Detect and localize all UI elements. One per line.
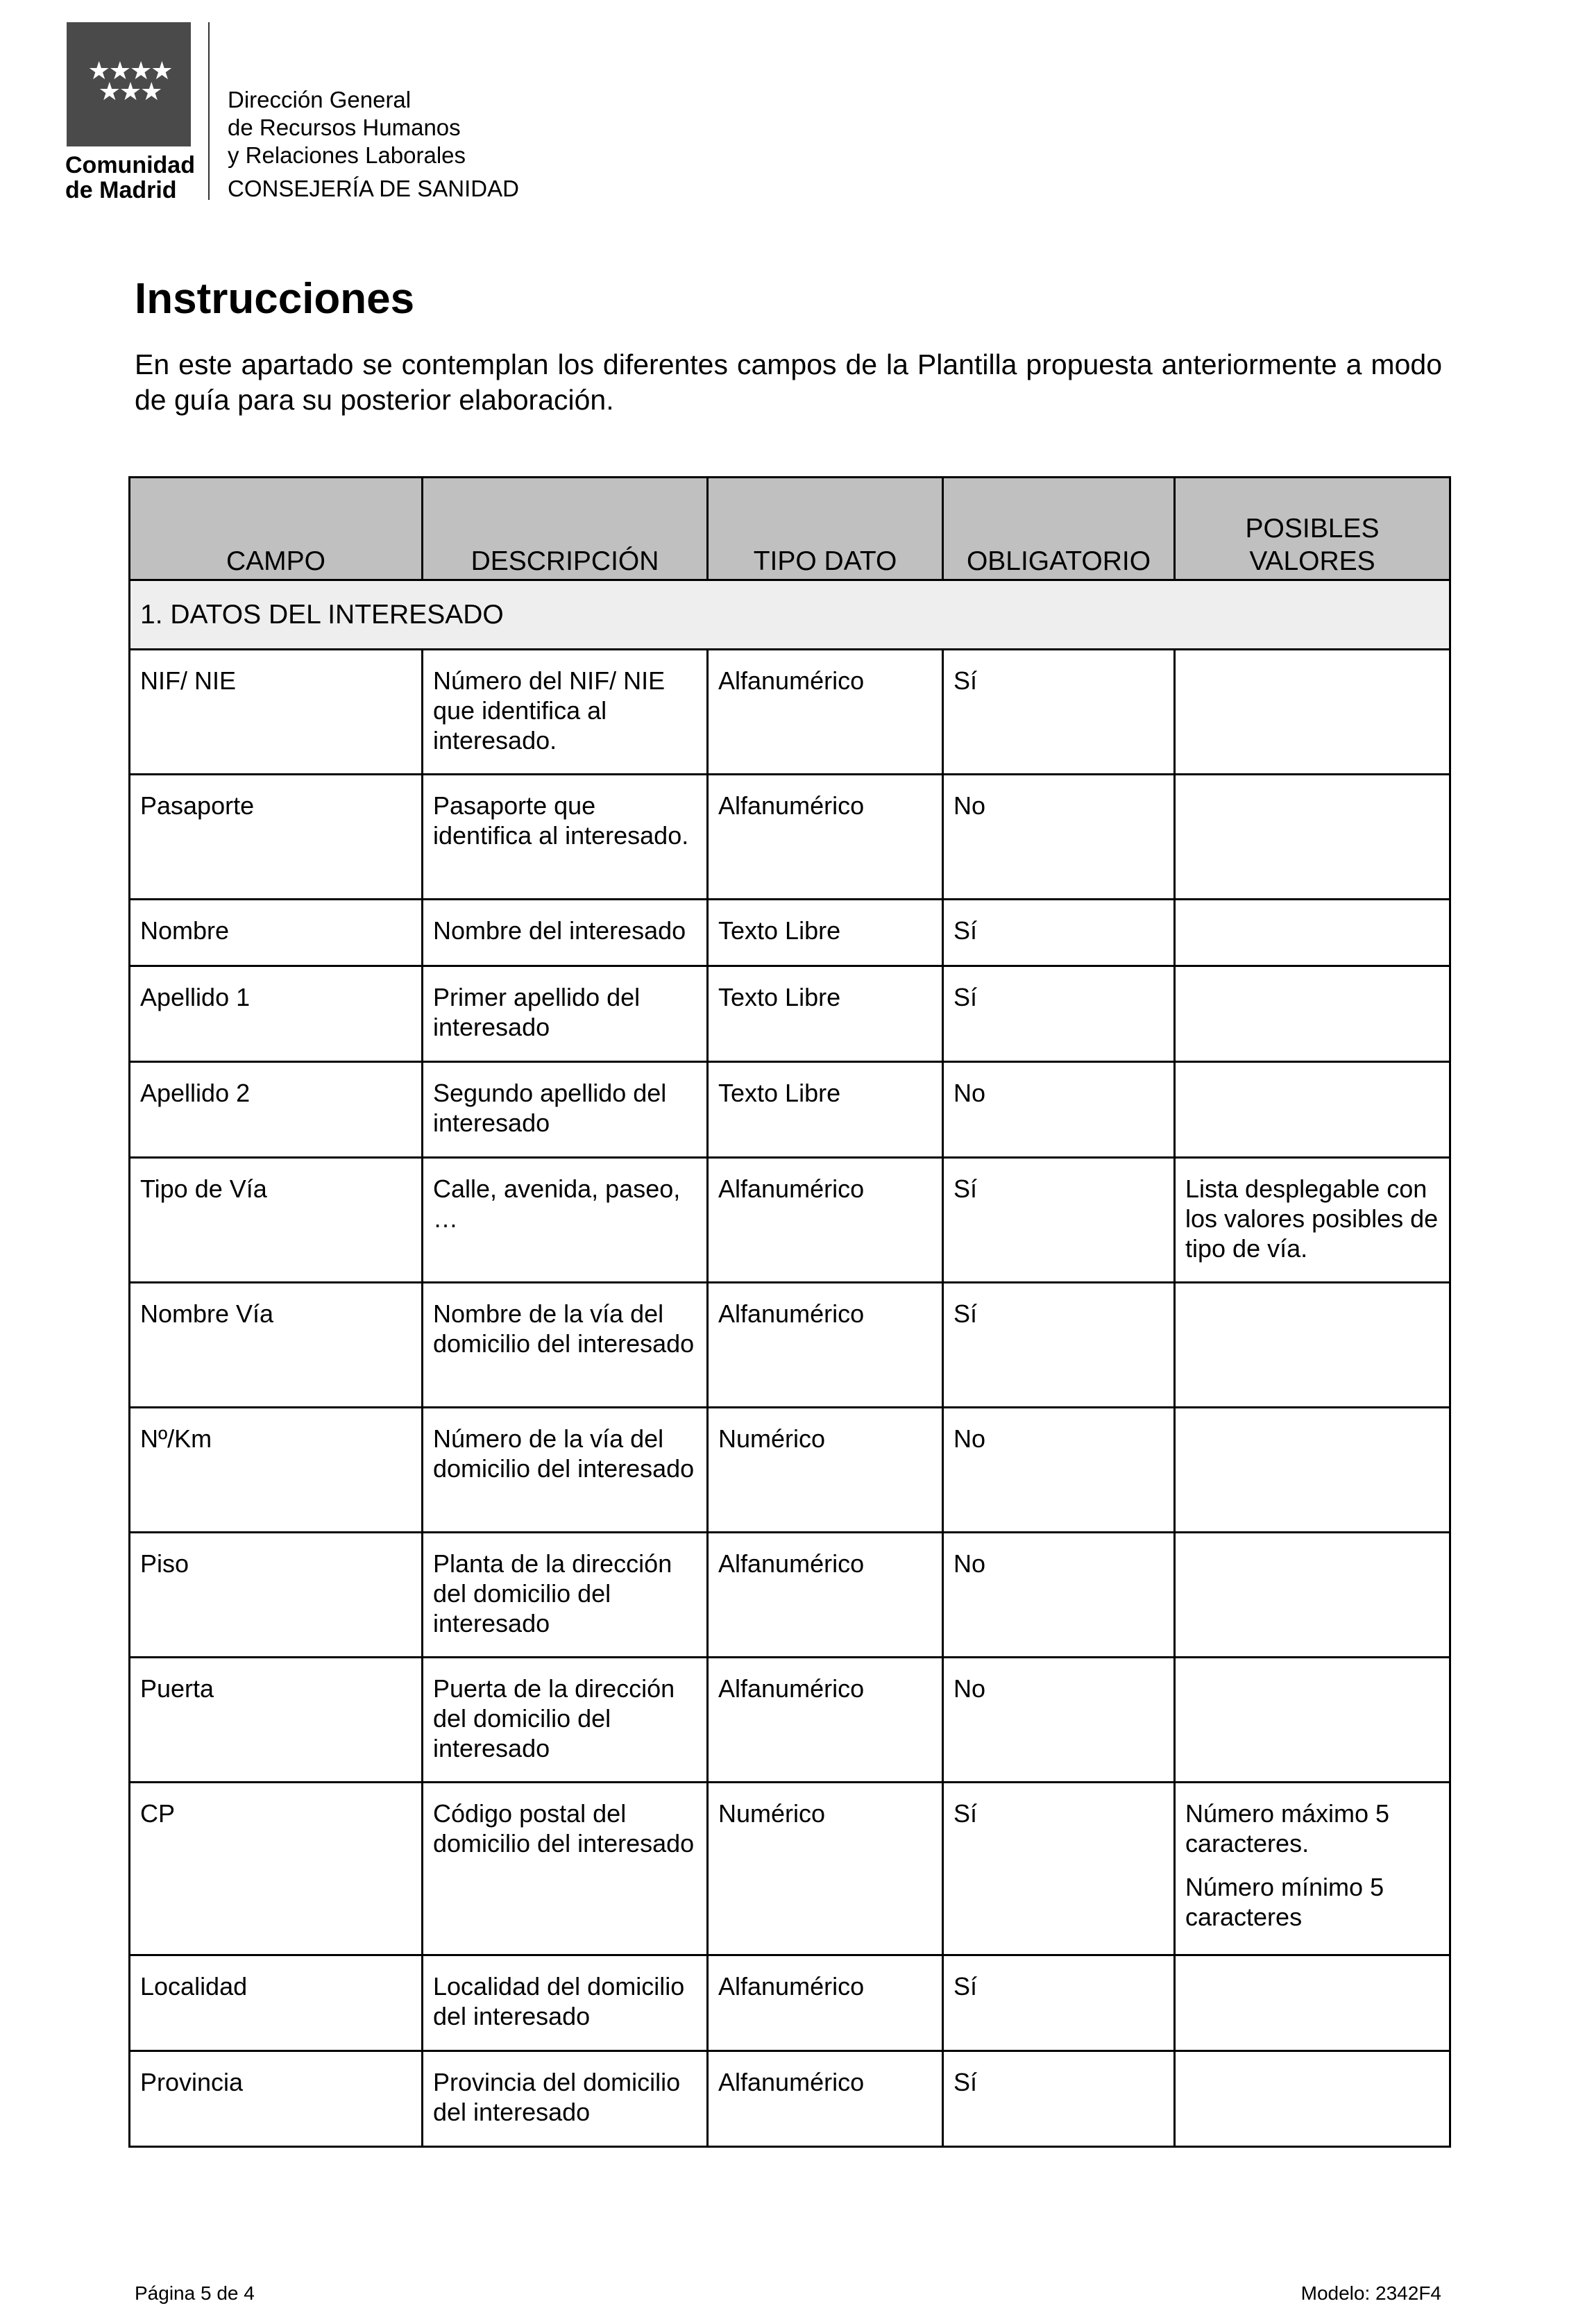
required-cell: Sí <box>943 650 1175 775</box>
possible-values-cell <box>1175 650 1450 775</box>
org-line: CONSEJERÍA DE SANIDAD <box>228 176 519 201</box>
data-type-cell: Alfanumérico <box>708 1658 943 1783</box>
possible-values-cell <box>1175 1062 1450 1158</box>
data-type-cell: Texto Libre <box>708 966 943 1062</box>
description-cell: Puerta de la dirección del domicilio del interesado <box>423 1658 708 1783</box>
possible-values-cell <box>1175 1783 1450 1955</box>
comunidad-de-madrid-logo <box>67 22 191 146</box>
org-line: y Relaciones Laborales <box>228 142 466 168</box>
field-cell: Provincia <box>130 2051 423 2147</box>
possible-values-cell <box>1175 775 1450 900</box>
description-cell: Número del NIF/ NIE que identifica al interesado. <box>423 650 708 775</box>
table-row <box>130 2051 1450 2147</box>
org-line: de Recursos Humanos <box>228 115 461 140</box>
data-type-cell: Texto Libre <box>708 1062 943 1158</box>
field-cell: Piso <box>130 1533 423 1658</box>
required-cell: No <box>943 775 1175 900</box>
required-cell: No <box>943 1533 1175 1658</box>
column-header: TIPO DATO <box>708 478 943 580</box>
data-type-cell: Alfanumérico <box>708 1283 943 1408</box>
possible-values-cell <box>1175 1408 1450 1533</box>
data-type-cell: Numérico <box>708 1408 943 1533</box>
possible-values-cell <box>1175 2051 1450 2147</box>
logo-line: Comunidad <box>65 152 195 178</box>
possible-value: Número máximo 5 caracteres. <box>1185 1799 1390 1858</box>
possible-values-cell <box>1175 966 1450 1062</box>
possible-value: Lista desplegable con los valores posibles de tipo de vía. <box>1185 1174 1439 1263</box>
column-header: OBLIGATORIO <box>943 478 1175 580</box>
data-type-cell: Alfanumérico <box>708 1158 943 1283</box>
description-cell: Calle, avenida, paseo, … <box>423 1158 708 1283</box>
field-cell: Nombre <box>130 900 423 966</box>
data-type-cell: Numérico <box>708 1783 943 1955</box>
description-cell: Provincia del domicilio del interesado <box>423 2051 708 2147</box>
table-header-row <box>130 478 1450 580</box>
fields-table <box>128 476 1451 2148</box>
field-cell: Apellido 2 <box>130 1062 423 1158</box>
logo-text <box>65 153 195 203</box>
table-row <box>130 1658 1450 1783</box>
required-cell: Sí <box>943 1955 1175 2051</box>
table-row <box>130 1062 1450 1158</box>
required-cell: No <box>943 1408 1175 1533</box>
field-cell: Tipo de Vía <box>130 1158 423 1283</box>
table-row <box>130 775 1450 900</box>
table-row <box>130 1408 1450 1533</box>
field-cell: Localidad <box>130 1955 423 2051</box>
page-number: Página 5 de 4 <box>135 2282 255 2304</box>
table-row <box>130 1955 1450 2051</box>
description-cell: Planta de la dirección del domicilio del interesado <box>423 1533 708 1658</box>
data-type-cell: Texto Libre <box>708 900 943 966</box>
required-cell: No <box>943 1062 1175 1158</box>
table-row <box>130 900 1450 966</box>
field-cell: Apellido 1 <box>130 966 423 1062</box>
org-line: Dirección General <box>228 87 412 112</box>
description-cell: Primer apellido del interesado <box>423 966 708 1062</box>
description-cell: Pasaporte que identifica al interesado. <box>423 775 708 900</box>
table-row <box>130 650 1450 775</box>
possible-values-cell <box>1175 1955 1450 2051</box>
data-type-cell: Alfanumérico <box>708 1533 943 1658</box>
model-number: Modelo: 2342F4 <box>1300 2282 1441 2304</box>
table-row <box>130 966 1450 1062</box>
field-cell: NIF/ NIE <box>130 650 423 775</box>
data-type-cell: Alfanumérico <box>708 2051 943 2147</box>
table-row <box>130 1533 1450 1658</box>
table-row <box>130 1283 1450 1408</box>
field-cell: Nombre Vía <box>130 1283 423 1408</box>
header-divider <box>208 22 210 200</box>
description-cell: Segundo apellido del interesado <box>423 1062 708 1158</box>
data-type-cell: Alfanumérico <box>708 1955 943 2051</box>
data-type-cell: Alfanumérico <box>708 650 943 775</box>
logo-line: de Madrid <box>65 177 177 203</box>
field-cell: Puerta <box>130 1658 423 1783</box>
possible-values-cell <box>1175 1283 1450 1408</box>
intro-paragraph: En este apartado se contemplan los diferentes campos de la Plantilla propuesta anteriormente a modo de guía para su posterior elaboración. <box>135 348 1442 416</box>
required-cell: Sí <box>943 966 1175 1062</box>
data-type-cell: Alfanumérico <box>708 775 943 900</box>
required-cell: No <box>943 1658 1175 1783</box>
stars-icon: ★★★★ ★★★ <box>87 56 172 106</box>
required-cell: Sí <box>943 2051 1175 2147</box>
possible-values-cell <box>1175 1158 1450 1283</box>
possible-value: Número mínimo 5 caracteres <box>1185 1873 1384 1931</box>
description-cell: Nombre del interesado <box>423 900 708 966</box>
table-row <box>130 1158 1450 1283</box>
description-cell: Número de la vía del domicilio del interesado <box>423 1408 708 1533</box>
possible-values-cell <box>1175 1658 1450 1783</box>
description-cell: Código postal del domicilio del interesado <box>423 1783 708 1955</box>
field-cell: Pasaporte <box>130 775 423 900</box>
organization-name <box>228 86 519 203</box>
required-cell: Sí <box>943 1158 1175 1283</box>
column-header: POSIBLES VALORES <box>1175 478 1450 580</box>
page-title: Instrucciones <box>135 275 415 323</box>
section-title: 1. DATOS DEL INTERESADO <box>130 580 1450 650</box>
description-cell: Localidad del domicilio del interesado <box>423 1955 708 2051</box>
section-row <box>130 580 1450 650</box>
required-cell: Sí <box>943 1783 1175 1955</box>
description-cell: Nombre de la vía del domicilio del interesado <box>423 1283 708 1408</box>
required-cell: Sí <box>943 1283 1175 1408</box>
possible-values-cell <box>1175 900 1450 966</box>
possible-values-cell <box>1175 1533 1450 1658</box>
table-row <box>130 1783 1450 1955</box>
required-cell: Sí <box>943 900 1175 966</box>
field-cell: Nº/Km <box>130 1408 423 1533</box>
field-cell: CP <box>130 1783 423 1955</box>
column-header: CAMPO <box>130 478 423 580</box>
column-header: DESCRIPCIÓN <box>423 478 708 580</box>
